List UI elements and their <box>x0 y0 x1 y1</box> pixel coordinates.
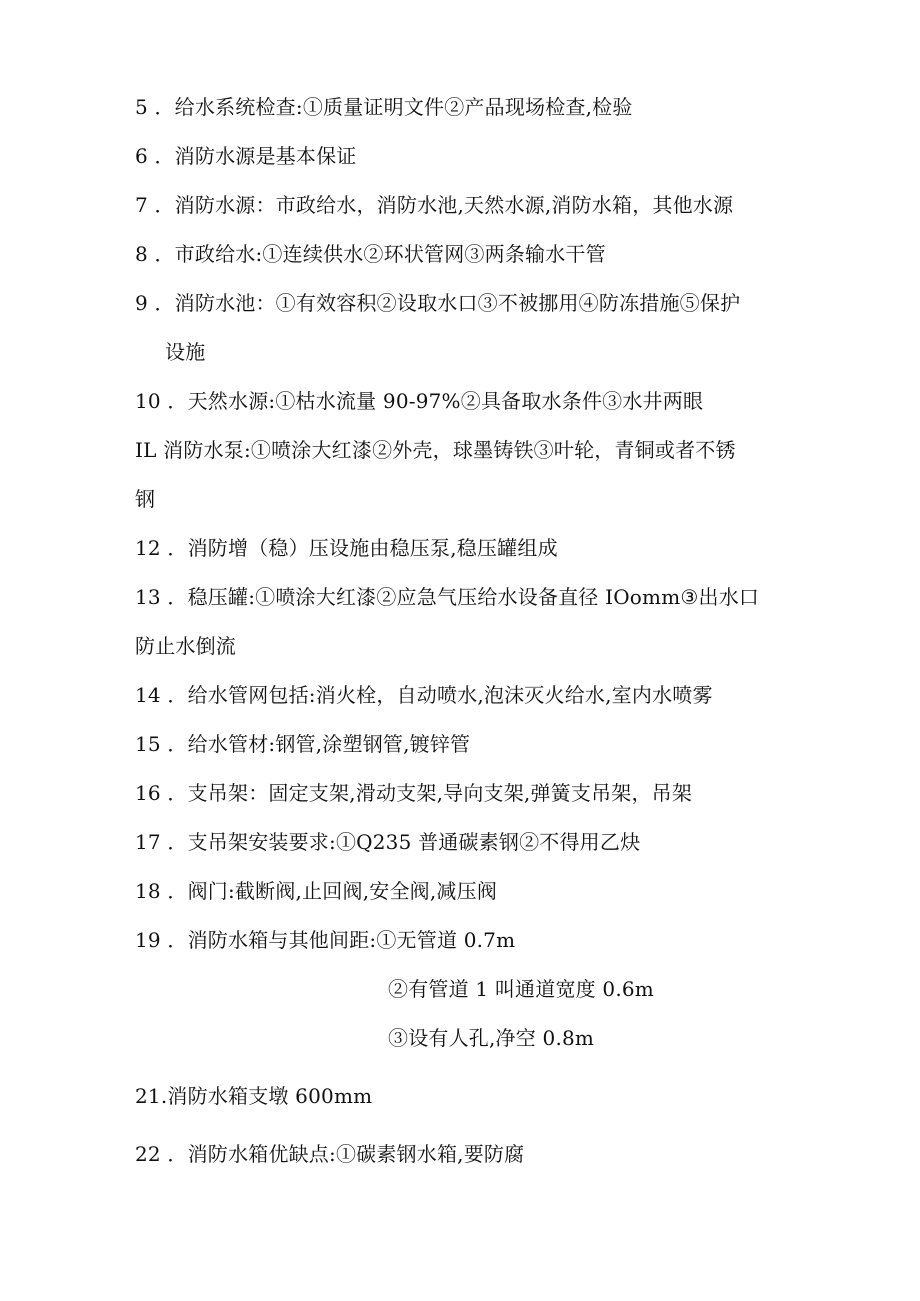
document-line: 6 ．消防水源是基本保证 <box>135 144 357 168</box>
document-line: 9 ．消防水池：①有效容积②设取水口③不被挪用④防冻措施⑤保护 <box>135 291 741 315</box>
document-line: IL 消防水泵:①喷涂大红漆②外壳，球墨铸铁③叶轮，青铜或者不锈 <box>135 438 736 462</box>
document-line: 8 ．市政给水:①连续供水②环状管网③两条输水干管 <box>135 242 606 266</box>
document-line-continuation: 防止水倒流 <box>135 634 236 658</box>
document-subline: ②有管道 1 叫通道宽度 0.6m <box>388 977 654 1001</box>
document-line: 7 ．消防水源：市政给水，消防水池,天然水源,消防水箱，其他水源 <box>135 193 734 217</box>
document-line: 21.消防水箱支墩 600mm <box>135 1084 373 1108</box>
document-line-continuation: 钢 <box>135 487 156 511</box>
document-line-continuation: 设施 <box>165 340 206 364</box>
document-line: 22 ．消防水箱优缺点:①碳素钢水箱,要防腐 <box>135 1142 525 1166</box>
document-line: 12 ．消防增（稳）压设施由稳压泵,稳压罐组成 <box>135 536 558 560</box>
document-line: 18 ．阀门:截断阀,止回阀,安全阀,减压阀 <box>135 879 498 903</box>
document-line: 15 ．给水管材:钢管,涂塑钢管,镀锌管 <box>135 732 471 756</box>
document-line: 14 ．给水管网包括:消火栓，自动喷水,泡沫灭火给水,室内水喷雾 <box>135 683 713 707</box>
document-line: 13 ．稳压罐:①喷涂大红漆②应急气压给水设备直径 IOomm③出水口 <box>135 585 760 609</box>
document-line: 10 ．天然水源:①枯水流量 90-97%②具备取水条件③水井两眼 <box>135 389 704 413</box>
document-subline: ③设有人孔,净空 0.8m <box>388 1026 595 1050</box>
document-line: 17 ．支吊架安装要求:①Q235 普通碳素钢②不得用乙炔 <box>135 830 641 854</box>
document-line: 16 ．支吊架：固定支架,滑动支架,导向支架,弹簧支吊架，吊架 <box>135 781 693 805</box>
document-line: 19 ．消防水箱与其他间距:①无管道 0.7m <box>135 928 516 952</box>
document-line: 5 ．给水系统检查:①质量证明文件②产品现场检查,检验 <box>135 95 633 119</box>
